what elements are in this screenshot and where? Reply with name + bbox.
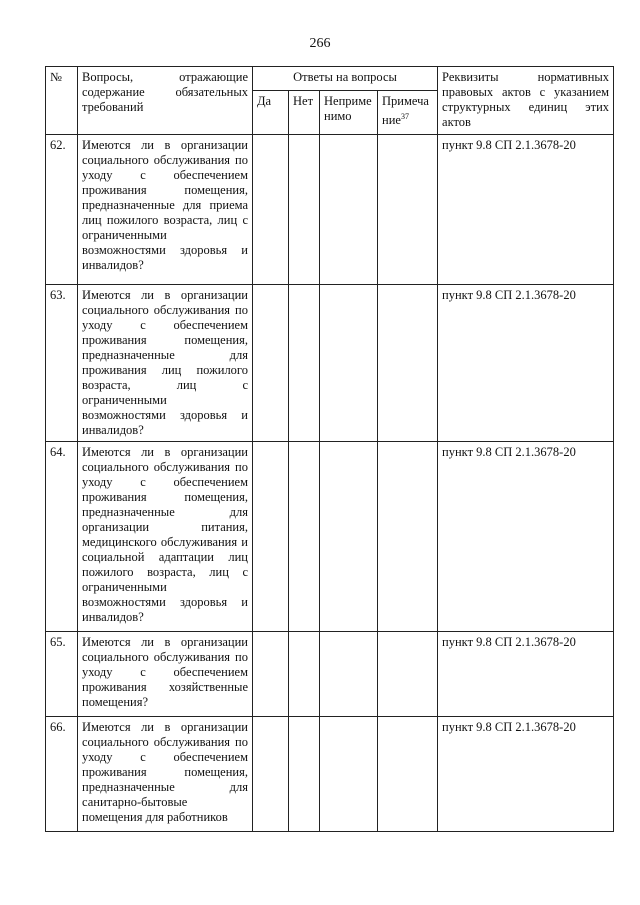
- row-number: 65.: [46, 632, 78, 717]
- row-number: 63.: [46, 285, 78, 442]
- legal-reference: пункт 9.8 СП 2.1.3678-20: [438, 632, 614, 717]
- row-number: 62.: [46, 135, 78, 285]
- footnote-marker: 37: [400, 112, 409, 121]
- question-text: Имеются ли в организации социального обслуживания по уходу с обеспечением проживания помещения, предназначенные для проживания лиц пожилого возраста, лиц с ограниченными возможностями здоровья и инвалидов?: [78, 285, 253, 442]
- answer-yes-cell[interactable]: [253, 632, 289, 717]
- answer-note-cell[interactable]: [378, 632, 438, 717]
- header-requisites: Реквизиты нормативных правовых актов с указанием структурных единиц этих актов: [438, 67, 614, 135]
- answer-note-cell[interactable]: [378, 717, 438, 832]
- header-note: [378, 91, 438, 135]
- question-text: Имеются ли в организации социального обслуживания по уходу с обеспечением проживания помещения, предназначенные для санитарно-бытовые помещения для работников: [78, 717, 253, 832]
- answer-no-cell[interactable]: [289, 442, 320, 632]
- header-yes: Да: [253, 91, 289, 135]
- checklist-table: [45, 66, 614, 832]
- answer-not-applicable-cell[interactable]: [320, 285, 378, 442]
- answer-not-applicable-cell[interactable]: [320, 135, 378, 285]
- legal-reference: пункт 9.8 СП 2.1.3678-20: [438, 717, 614, 832]
- header-questions: Вопросы, отражающие содержание обязательных требований: [78, 67, 253, 135]
- answer-yes-cell[interactable]: [253, 717, 289, 832]
- table-row: [46, 442, 614, 632]
- header-not-applicable: Неприме нимо: [320, 91, 378, 135]
- legal-reference: пункт 9.8 СП 2.1.3678-20: [438, 285, 614, 442]
- answer-no-cell[interactable]: [289, 135, 320, 285]
- header-number: №: [46, 67, 78, 135]
- question-text: Имеются ли в организации социального обслуживания по уходу с обеспечением проживания хозяйственные помещения?: [78, 632, 253, 717]
- table-row: [46, 135, 614, 285]
- answer-no-cell[interactable]: [289, 632, 320, 717]
- legal-reference: пункт 9.8 СП 2.1.3678-20: [438, 442, 614, 632]
- table-row: [46, 717, 614, 832]
- header-note-label: Примеча ние: [382, 94, 429, 128]
- answer-yes-cell[interactable]: [253, 135, 289, 285]
- header-no: Нет: [289, 91, 320, 135]
- answer-note-cell[interactable]: [378, 285, 438, 442]
- answer-note-cell[interactable]: [378, 135, 438, 285]
- table-row: [46, 285, 614, 442]
- table-row: [46, 632, 614, 717]
- answer-not-applicable-cell[interactable]: [320, 442, 378, 632]
- answer-not-applicable-cell[interactable]: [320, 717, 378, 832]
- answer-not-applicable-cell[interactable]: [320, 632, 378, 717]
- table-header: [46, 67, 614, 135]
- header-answers: Ответы на вопросы: [253, 67, 438, 91]
- answer-no-cell[interactable]: [289, 285, 320, 442]
- answer-yes-cell[interactable]: [253, 442, 289, 632]
- row-number: 66.: [46, 717, 78, 832]
- question-text: Имеются ли в организации социального обслуживания по уходу с обеспечением проживания помещения, предназначенные для приема лиц пожилого возраста, лиц с ограниченными возможностями здоровья и инвалидов?: [78, 135, 253, 285]
- question-text: Имеются ли в организации социального обслуживания по уходу с обеспечением проживания помещения, предназначенные для организации питания, медицинского обслуживания и социальной адаптации лиц пожилого возраста, лиц с ограниченными возможностями здоровья и инвалидов?: [78, 442, 253, 632]
- row-number: 64.: [46, 442, 78, 632]
- legal-reference: пункт 9.8 СП 2.1.3678-20: [438, 135, 614, 285]
- answer-no-cell[interactable]: [289, 717, 320, 832]
- page-number: 266: [309, 36, 331, 51]
- answer-yes-cell[interactable]: [253, 285, 289, 442]
- table-body: [46, 135, 614, 832]
- answer-note-cell[interactable]: [378, 442, 438, 632]
